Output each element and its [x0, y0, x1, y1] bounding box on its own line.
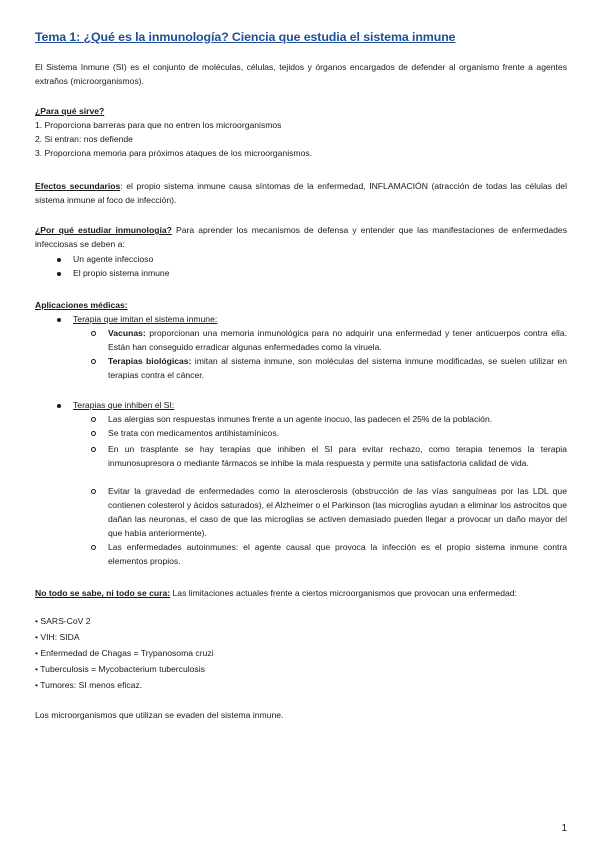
page-title: Tema 1: ¿Qué es la inmunología? Ciencia que estudia el sistema inmune [35, 30, 456, 44]
biologicas-text: imitan al sistema inmune, son moléculas del sistema inmune modificadas, se suelen utilizar en terapias contra el cáncer. [108, 356, 568, 380]
circle-bullet-icon [91, 545, 96, 550]
no-todo-heading: No todo se sabe, ni todo se cura: [35, 588, 171, 598]
intro-paragraph: El Sistema Inmune (SI) es el conjunto de moléculas, células, tejidos y órganos encargados de defender al organismo frente a agentes extraños (microorganismos). [35, 62, 567, 86]
list-item: • Tumores: SI menos eficaz. [35, 680, 143, 690]
no-todo-text: Las limitaciones actuales frente a ciertos microorganismos que provocan una enfermedad: [170, 588, 517, 598]
list-item: • Enfermedad de Chagas = Trypanosoma cruzi [35, 648, 214, 658]
list-item: El propio sistema inmune [73, 268, 170, 278]
efectos-text: : el propio sistema inmune causa síntomas de la enfermedad, INFLAMACIÓN (atracción de todas las células del sistema inmune al foco de infección). [35, 181, 567, 205]
circle-bullet-icon [91, 359, 96, 364]
para-que-sirve-heading: ¿Para qué sirve? [35, 106, 105, 116]
bullet-icon [57, 272, 61, 276]
circle-bullet-icon [91, 417, 96, 422]
closing-paragraph: Los microorganismos que utilizan se evaden del sistema inmune. [35, 710, 284, 720]
bullet-icon [57, 318, 61, 322]
vacunas-text: proporcionan una memoria inmunológica para no adquirir una enfermedad y tener anticuerpos contra ella. Están han conseguido erradicar algunas enfermedades como la viruela. [108, 328, 567, 352]
list-item: 1. Proporciona barreras para que no entren los microorganismos [35, 120, 282, 130]
efectos-heading: Efectos secundarios [35, 181, 121, 191]
imitan-heading: Terapia que imitan el sistema inmune: [73, 314, 218, 324]
circle-bullet-icon [91, 489, 96, 494]
efectos-paragraph [35, 179, 567, 207]
list-item: • VIH: SIDA [35, 632, 80, 642]
page-number: 1 [561, 823, 567, 834]
biologicas-label: Terapias biológicas: [108, 356, 192, 366]
list-item: 3. Proporciona memoria para próximos ataques de los microorganismos. [35, 148, 313, 158]
aplicaciones-heading: Aplicaciones médicas: [35, 300, 128, 310]
por-que-heading: ¿Por qué estudiar inmunología? [35, 225, 172, 235]
no-todo-paragraph [35, 586, 567, 600]
circle-bullet-icon [91, 331, 96, 336]
list-item: • Tuberculosis = Mycobacterium tuberculosis [35, 664, 205, 674]
inhiben-item: Evitar la gravedad de enfermedades como la aterosclerosis (obstrucción de las vías sanguíneas por las LDL que contienen colesterol y ácidos saturados), el Alzheimer o el Parkinson (las microglias ayudan a eliminar los astrocitos que dañan las neuronas, el caso de que las microglias se activen demasiado pueden llegar a provocar un daño mayor del que había anteriormente). [108, 486, 567, 538]
bullet-icon [57, 258, 61, 262]
por-que-text: Para aprender los mecanismos de defensa y entender que las manifestaciones de enfermedades infecciosas se deben a: [35, 225, 567, 249]
list-item: Un agente infeccioso [73, 254, 154, 264]
inhiben-item: Las enfermedades autoinmunes: el agente causal que provoca la infección es el propio sistema inmune contra elementos propios. [108, 542, 567, 566]
inhiben-item: Las alergias son respuestas inmunes frente a un agente inocuo, las padecen el 25% de la población. [108, 414, 493, 424]
list-item: 2. Si entran: nos defiende [35, 134, 133, 144]
circle-bullet-icon [91, 431, 96, 436]
list-item: • SARS-CoV 2 [35, 616, 91, 626]
vacunas-label: Vacunas: [108, 328, 146, 338]
por-que-paragraph [35, 223, 567, 251]
inhiben-heading: Terapias que inhiben el SI: [73, 400, 175, 410]
inhiben-item: En un trasplante se hay terapias que inhiben el SI para evitar rechazo, como terapia tenemos la terapia inmunosupresora o mediante fármacos se inhibe la mala respuesta y permite una satisfactoria calidad de vida. [108, 444, 567, 468]
inhiben-item: Se trata con medicamentos antihistamínicos. [108, 428, 280, 438]
biologicas-paragraph [108, 354, 567, 382]
circle-bullet-icon [91, 447, 96, 452]
bullet-icon [57, 404, 61, 408]
vacunas-paragraph [108, 326, 567, 354]
